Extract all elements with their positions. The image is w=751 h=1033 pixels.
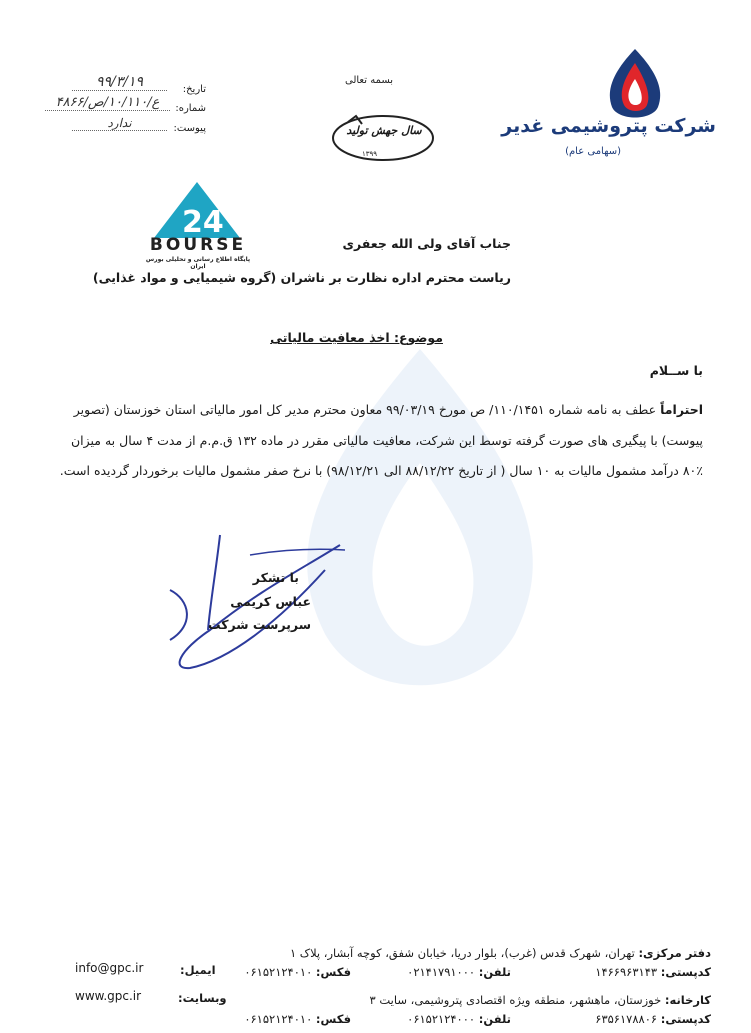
email-label: ایمیل: (180, 963, 216, 977)
company-logo-icon (600, 45, 670, 125)
attachment-label: پیوست: (173, 123, 206, 134)
hq-fax-label: فکس: (315, 965, 351, 979)
date-value: ۹۹/۳/۱۹ (72, 74, 167, 91)
hq-phone-label: تلفن: (478, 965, 511, 979)
website-label: وبسایت: (178, 991, 227, 1005)
basmala: بسمه تعالی (345, 75, 394, 86)
hq-postal: ۱۴۶۶۹۶۳۱۴۳ (595, 965, 658, 979)
body-line-1 (74, 402, 703, 417)
body-line-3: ۸۰٪ درآمد مشمول مالیات به ۱۰ سال ( از تاریخ ۸۸/۱۲/۲۲ الی ۹۸/۱۲/۲۱) با نرخ صفر مشمول مالیات برخوردار گردیده است. (59, 463, 703, 478)
factory-phone-row (407, 1012, 511, 1026)
body-line-2: پیوست) با پیگیری های صورت گرفته توسط این شرکت، معافیت مالیاتی مقرر در ماده ۱۳۲ ق.م.م از مدت ۴ سال به میزان (70, 433, 703, 448)
subject-line: موضوع: اخذ معافیت مالیاتی (270, 330, 443, 345)
recipient-name: جناب آقای ولی الله جعفری (342, 236, 511, 251)
body-line-1-text: عطف به نامه شماره ۱۱۰/۱۴۵۱/ ص مورخ ۹۹/۰۳/۱۹ معاون محترم مدیر کل امور مالیاتی استان خوزستان (تصویر (73, 402, 657, 417)
hq-phone: ۰۲۱۴۱۷۹۱۰۰۰ (407, 965, 476, 979)
svg-text:24: 24 (182, 205, 224, 240)
factory-postal-label: کدپستی: (660, 1012, 711, 1026)
hq-phone-row (407, 965, 511, 979)
closing-thanks: با تشکر (252, 570, 299, 585)
hq-label: دفتر مرکزی: (638, 946, 711, 960)
signer-title: سرپرست شرکت (208, 617, 311, 632)
year-slogan: سال جهش تولید (346, 124, 422, 137)
bourse-tagline: پایگاه اطلاع رسانی و تحلیلی بورس ایران (145, 256, 251, 270)
hq-postal-row (595, 965, 711, 979)
date-label: تاریخ: (182, 84, 206, 95)
footer-factory (370, 993, 711, 1007)
greeting: با ســلام (649, 363, 703, 378)
factory-fax: ۰۶۱۵۲۱۲۴۰۱۰ (244, 1012, 313, 1026)
year-slogan-year: ۱۳۹۹ (362, 150, 378, 158)
hq-postal-label: کدپستی: (660, 965, 711, 979)
bourse-wordmark: BOURSE (149, 235, 247, 255)
hq-address: تهران، شهرک قدس (غرب)، بلوار دریا، خیابان شفق، کوچه آبشار، پلاک ۱ (289, 946, 635, 960)
factory-postal: ۶۳۵۶۱۷۸۸۰۶ (595, 1012, 658, 1026)
website-link[interactable]: www.gpc.ir (75, 989, 142, 1003)
factory-postal-row (595, 1012, 711, 1026)
email-link[interactable]: info@gpc.ir (75, 961, 144, 975)
hq-fax: ۰۶۱۵۲۱۲۴۰۱۰ (244, 965, 313, 979)
factory-address: خوزستان، ماهشهر، منطقه ویژه اقتصادی پتروشیمی، سایت ۳ (369, 993, 662, 1007)
year-slogan-frame-icon (328, 108, 438, 168)
number-value: ع/۱۰/۱۱۰/ص/۴۸۶۶ (45, 95, 170, 111)
recipient-title: ریاست محترم اداره نظارت بر ناشران (گروه شیمیایی و مواد غذایی) (92, 270, 511, 285)
bourse-logo-icon (150, 180, 245, 240)
attachment-value: ندارد (72, 116, 167, 131)
company-name: شرکت پتروشیمی غدیر (501, 115, 716, 137)
factory-phone-label: تلفن: (478, 1012, 511, 1026)
factory-label: کارخانه: (664, 993, 711, 1007)
factory-fax-label: فکس: (315, 1012, 351, 1026)
signer-name: عباس کریمی (230, 594, 311, 609)
footer-hq (290, 946, 711, 960)
number-label: شماره: (175, 103, 206, 114)
factory-phone: ۰۶۱۵۲۱۲۴۰۰۰ (407, 1012, 476, 1026)
hq-fax-row (244, 965, 351, 979)
company-type: (سهامی عام) (565, 146, 621, 157)
body-lead: احتراماً (660, 402, 703, 417)
factory-fax-row (244, 1012, 351, 1026)
